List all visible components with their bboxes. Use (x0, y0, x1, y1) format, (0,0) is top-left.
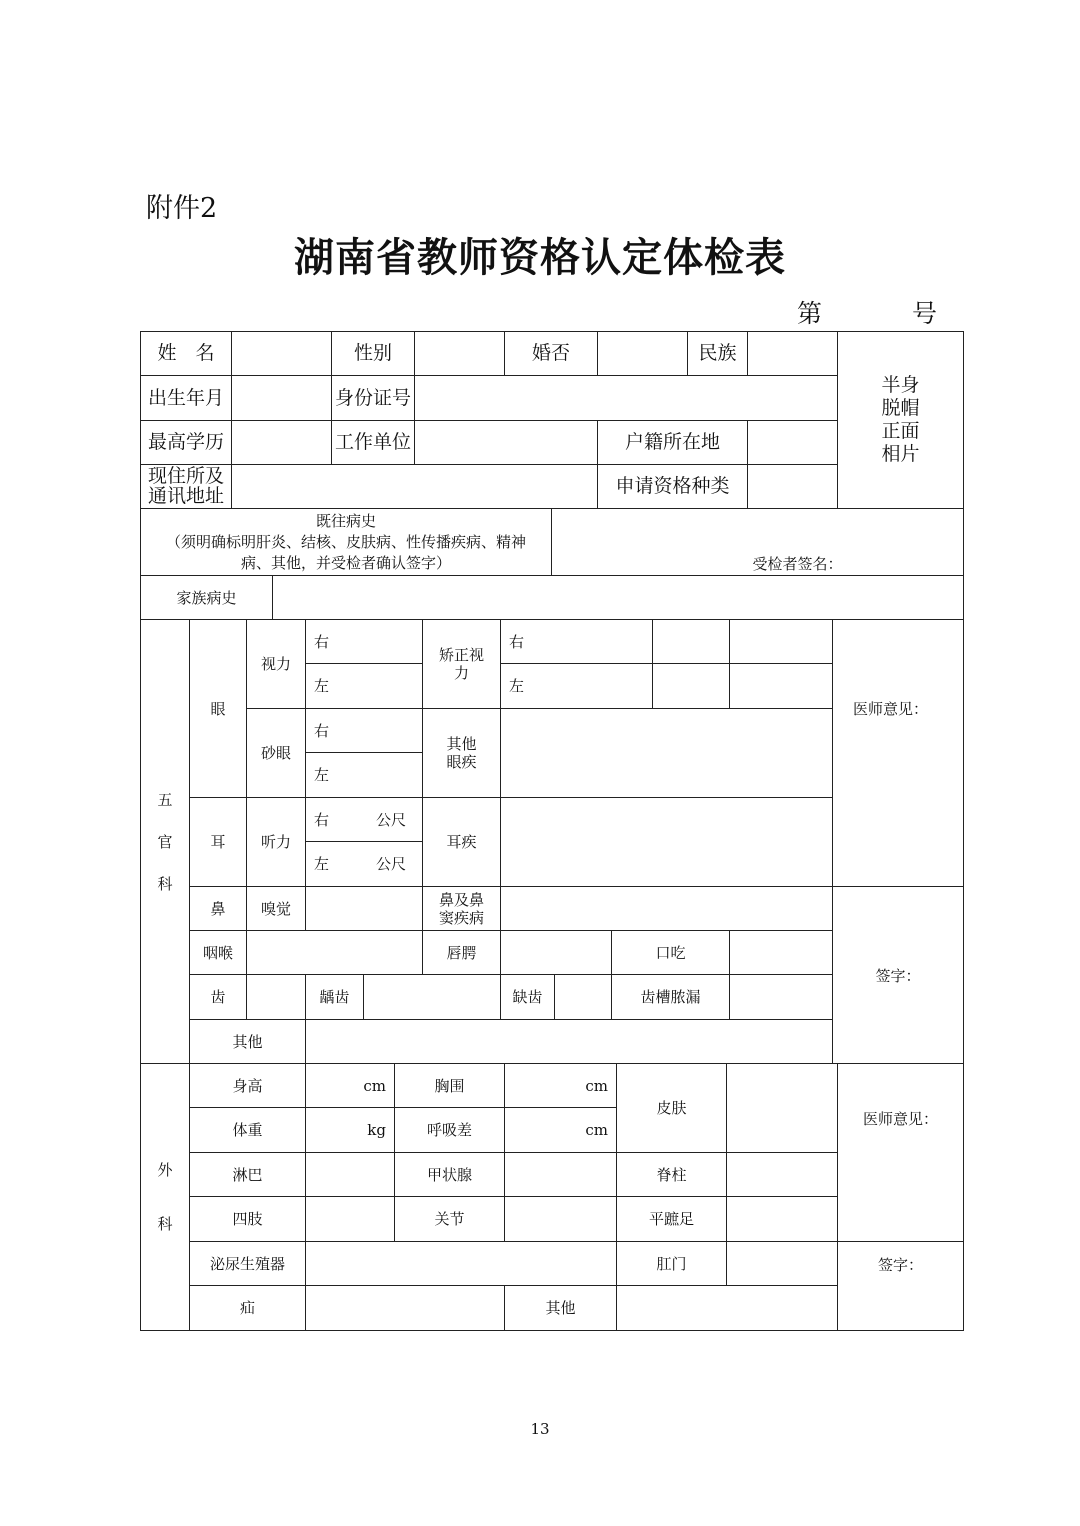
other-eye-label-2: 眼疾 (446, 753, 477, 771)
family-history-field[interactable] (273, 576, 964, 620)
surgery-dept-label (141, 1064, 190, 1331)
surgery-sign-label: 签字： (877, 1256, 923, 1274)
corrected-right-extra-1[interactable] (653, 620, 730, 664)
eye-label: 眼 (190, 620, 247, 798)
corrected-vision-label (423, 620, 501, 709)
surgery-opinion-label: 医师意见： (862, 1110, 938, 1128)
teeth-label: 齿 (190, 975, 247, 1020)
surgery-dept-char-2: 科 (157, 1215, 173, 1233)
cleft-field[interactable] (501, 931, 612, 975)
hearing-left-unit: 公尺 (376, 855, 407, 873)
throat-field[interactable] (247, 931, 423, 975)
education-label: 最高学历 (141, 421, 232, 465)
trachoma-right-field[interactable]: 右 (306, 709, 423, 753)
hukou-field[interactable] (748, 421, 838, 465)
ethnicity-label: 民族 (688, 332, 748, 376)
hernia-field[interactable] (306, 1286, 505, 1331)
address-label-2: 通讯地址 (147, 484, 224, 507)
sinus-label (423, 887, 501, 931)
corrected-left-field[interactable]: 左 (501, 664, 653, 709)
ent-opinion-label: 医师意见： (853, 700, 929, 718)
weight-unit: kg (367, 1121, 386, 1139)
pyorrhea-label: 齿槽脓漏 (612, 975, 730, 1020)
throat-label: 咽喉 (190, 931, 247, 975)
caries-label: 龋齿 (306, 975, 364, 1020)
nose-label: 鼻 (190, 887, 247, 931)
surgery-other-field[interactable] (617, 1286, 838, 1331)
thyroid-field[interactable] (505, 1153, 617, 1197)
surgery-dept-char-1: 外 (157, 1161, 173, 1179)
spine-label: 脊柱 (617, 1153, 727, 1197)
ent-dept-char-2: 官 (157, 832, 173, 851)
photo-label-4: 相片 (881, 442, 920, 465)
flatfoot-label: 平蹠足 (617, 1197, 727, 1242)
ent-dept-char-3: 科 (157, 874, 173, 893)
chest-field[interactable] (505, 1064, 617, 1108)
trachoma-left-field[interactable]: 左 (306, 753, 423, 798)
past-history-note-1: （须明确标明肝炎、结核、皮肤病、性传播疾病、精神 (166, 532, 527, 551)
surgery-other-label: 其他 (505, 1286, 617, 1331)
hukou-label: 户籍所在地 (598, 421, 748, 465)
hearing-left-field[interactable] (306, 842, 423, 887)
ent-other-field[interactable] (306, 1020, 833, 1064)
history-table (140, 508, 964, 620)
id-number-field[interactable] (415, 376, 838, 421)
employer-field[interactable] (415, 421, 598, 465)
stutter-field[interactable] (730, 931, 833, 975)
ethnicity-field[interactable] (748, 332, 838, 376)
photo-label-3: 正面 (881, 420, 920, 442)
examinee-sign-label: 受检者签名： (752, 555, 843, 573)
employer-label: 工作单位 (332, 421, 415, 465)
ent-exam-table (140, 619, 964, 1064)
ent-dept-char-1: 五 (157, 790, 173, 809)
corrected-left-extra-1[interactable] (653, 664, 730, 709)
ent-sign-cell[interactable] (833, 887, 964, 1064)
chest-unit: cm (585, 1076, 608, 1095)
other-eye-label-1: 其他 (446, 735, 477, 753)
serial-suffix: 号 (912, 299, 938, 328)
lymph-label: 淋巴 (190, 1153, 306, 1197)
joints-field[interactable] (505, 1197, 617, 1242)
skin-field[interactable] (727, 1064, 838, 1153)
corrected-left-extra-2[interactable] (730, 664, 833, 709)
id-number-label: 身份证号 (332, 376, 415, 421)
cleft-label: 唇腭 (423, 931, 501, 975)
height-unit: cm (363, 1076, 386, 1095)
photo-label-2: 脱帽 (881, 397, 920, 420)
past-history-field[interactable] (552, 509, 964, 576)
marital-field[interactable] (598, 332, 688, 376)
smell-field[interactable] (306, 887, 423, 931)
name-field[interactable] (232, 332, 332, 376)
flatfoot-field[interactable] (727, 1197, 838, 1242)
anus-label: 肛门 (617, 1242, 727, 1286)
corrected-right-field[interactable]: 右 (501, 620, 653, 664)
surgery-exam-table (140, 1063, 964, 1331)
joints-label: 关节 (395, 1197, 505, 1242)
spine-field[interactable] (727, 1153, 838, 1197)
address-label (141, 465, 232, 509)
sinus-label-1: 鼻及鼻 (439, 890, 485, 909)
address-field[interactable] (232, 465, 598, 509)
height-field[interactable] (306, 1064, 395, 1108)
vision-right-field[interactable]: 右 (306, 620, 423, 664)
breath-diff-label: 呼吸差 (395, 1108, 505, 1153)
vision-label: 视力 (247, 620, 306, 709)
ent-opinion-cell[interactable] (833, 620, 964, 887)
surgery-sign-cell[interactable] (838, 1242, 964, 1331)
form-title: 湖南省教师资格认定体检表 (294, 234, 786, 281)
urogenital-field[interactable] (306, 1242, 617, 1286)
chest-label: 胸围 (395, 1064, 505, 1108)
past-history-label (141, 509, 552, 576)
marital-label: 婚否 (505, 332, 598, 376)
lymph-field[interactable] (306, 1153, 395, 1197)
photo-box (838, 332, 964, 509)
page-number: 13 (530, 1420, 550, 1438)
surgery-opinion-cell[interactable] (838, 1064, 964, 1242)
corrected-vision-label-1: 矫正视 (439, 646, 485, 664)
height-label: 身高 (190, 1064, 306, 1108)
trachoma-label: 砂眼 (247, 709, 306, 798)
hearing-right-unit: 公尺 (376, 810, 407, 829)
pyorrhea-field[interactable] (730, 975, 833, 1020)
breath-diff-unit: cm (585, 1121, 608, 1139)
attachment-label: 附件2 (146, 193, 218, 224)
teeth-field[interactable] (247, 975, 306, 1020)
qualification-field[interactable] (748, 465, 838, 509)
past-history-title: 既往病史 (316, 511, 377, 530)
anus-field[interactable] (727, 1242, 838, 1286)
ear-disease-field[interactable] (501, 798, 833, 887)
smell-label: 嗅觉 (247, 887, 306, 931)
education-field[interactable] (232, 421, 332, 465)
hearing-right-field[interactable] (306, 798, 423, 842)
weight-field[interactable] (306, 1108, 395, 1153)
ent-other-label: 其他 (190, 1020, 306, 1064)
birth-label: 出生年月 (141, 376, 232, 421)
corrected-right-extra-2[interactable] (730, 620, 833, 664)
gender-field[interactable] (415, 332, 505, 376)
ear-disease-label: 耳疾 (423, 798, 501, 887)
missing-field[interactable] (555, 975, 612, 1020)
thyroid-label: 甲状腺 (395, 1153, 505, 1197)
sinus-label-2: 窦疾病 (439, 908, 485, 927)
limbs-label: 四肢 (190, 1197, 306, 1242)
ent-sign-label: 签字： (875, 967, 921, 985)
serial-prefix: 第 (797, 299, 823, 328)
past-history-note-2: 病、其他，并受检者确认签字） (241, 553, 452, 572)
vision-left-field[interactable]: 左 (306, 664, 423, 709)
stutter-label: 口吃 (612, 931, 730, 975)
skin-label: 皮肤 (617, 1064, 727, 1153)
photo-label-1: 半身 (881, 374, 920, 397)
birth-field[interactable] (232, 376, 332, 421)
ent-dept-label (141, 620, 190, 1064)
family-history-label: 家族病史 (141, 576, 273, 620)
sinus-field[interactable] (501, 887, 833, 931)
hernia-label: 疝 (190, 1286, 306, 1331)
missing-label: 缺齿 (501, 975, 555, 1020)
hearing-left-side: 左 (314, 855, 330, 873)
hearing-label: 听力 (247, 798, 306, 887)
breath-diff-field[interactable] (505, 1108, 617, 1153)
limbs-field[interactable] (306, 1197, 395, 1242)
qualification-label: 申请资格种类 (598, 465, 748, 509)
hearing-right-side: 右 (314, 810, 330, 829)
other-eye-label (423, 709, 501, 798)
name-label: 姓 名 (141, 332, 232, 376)
other-eye-field[interactable] (501, 709, 833, 798)
caries-field[interactable] (364, 975, 501, 1020)
address-label-1: 现住所及 (147, 464, 224, 487)
urogenital-label: 泌尿生殖器 (190, 1242, 306, 1286)
gender-label: 性别 (332, 332, 415, 376)
weight-label: 体重 (190, 1108, 306, 1153)
personal-info-table (140, 331, 964, 509)
corrected-vision-label-2: 力 (454, 664, 470, 682)
ear-label: 耳 (190, 798, 247, 887)
